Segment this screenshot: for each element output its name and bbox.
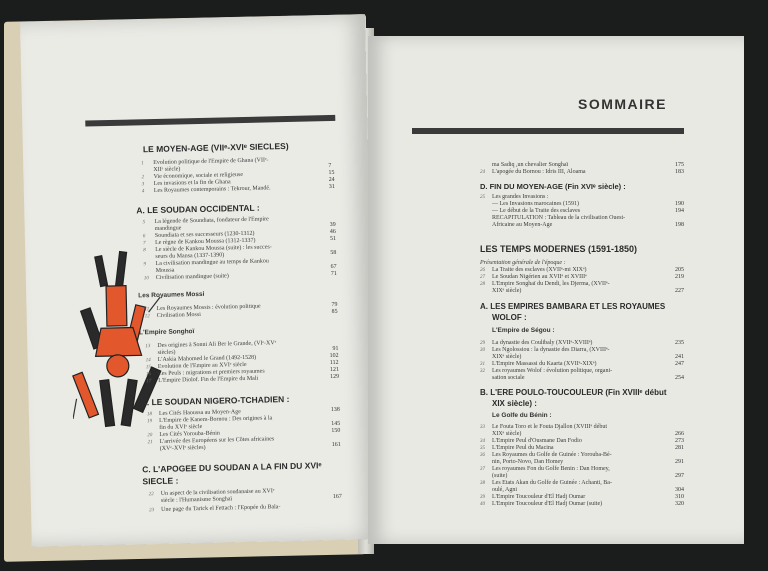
toc-entry: 33 Le Fouta Toro et le Fouta Djallon (XVIIIᵉ début	[480, 424, 607, 430]
toc-entry: sation sociale	[492, 375, 525, 381]
toc-entry: 10 Civilisation mandingue (suite)	[143, 273, 229, 282]
toc-entry: 39 L'Empire Toucouleur d'El Hadj Oumar	[480, 494, 586, 500]
page-number: 39	[329, 221, 336, 229]
page-number: 304	[675, 487, 684, 493]
page-number: 121	[329, 366, 340, 374]
toc-entry: XIXᵉ siècle)	[492, 431, 522, 437]
intro-line: Présentation générale de l'époque :	[480, 260, 566, 266]
toc-entry: 9 La civilisation mandingue au temps de Kankou	[143, 258, 269, 268]
toc-entry: 31 L'Empire Massassi du Kaarta (XVIIᵉ-XIXᵉ)	[480, 361, 597, 367]
toc-entry: 30 Les Ngolossiou : la dynastie des Diarra, (XVIIIᵉ-	[480, 347, 610, 353]
toc-entry: 26 La Traite des esclaves (XVIIᵉ-mi XIXᵉ)	[480, 267, 587, 273]
toc-entry: Africaine au Moyen-Age	[492, 222, 553, 228]
right-page	[368, 36, 744, 544]
toc-entry: 35 L'Empire Peul du Macina	[480, 445, 554, 451]
page-number: 15	[328, 169, 335, 177]
page-number: 297	[675, 473, 684, 479]
toc-entry: 38 Les Etats Akan du Golfe de Guinée : Achanti, Ba-	[480, 480, 612, 486]
toc-entry: 6 Soundiata et ses successeurs (1230-1312)	[142, 230, 255, 240]
toc-entry: nin, Porto-Novo, Dan Homey	[492, 459, 564, 465]
left-page	[20, 14, 377, 547]
toc-entry: — Le début de la Traite des esclaves	[492, 208, 581, 214]
toc-entry: 22 Un aspect de la civilisation soudanaise au XVIᵉ	[148, 488, 275, 498]
toc-entry: XIXᵉ siècle)	[492, 288, 522, 294]
toc-entry: 17 L'Empire Diolof. Fin de l'Empire du Mali	[146, 375, 259, 385]
toc-entry: 19 L'Empire de Kanem-Bornou : Des origines à la	[147, 415, 273, 425]
page-number: 7	[328, 162, 332, 170]
toc-entry: Moussa	[155, 267, 175, 274]
toc-entry: 24 L'apogée du Bornou : Idris III, Aloama	[480, 169, 586, 175]
page-number: 58	[330, 249, 337, 257]
page-number: 190	[675, 201, 684, 207]
page-number: 31	[328, 183, 335, 191]
page-number: 273	[675, 438, 684, 444]
page-number: 167	[332, 493, 342, 501]
toc-entry: 13 Des origines à Sonni Ali Ber le Grande, (VIᵉ-XVᵉ	[145, 340, 277, 350]
page-number: 219	[675, 274, 684, 280]
section-title-poulo-toucouleur-line1: B. L'ERE POULO-TOUCOULEUR (Fin XVIIIᵉ début	[480, 388, 667, 397]
toc-entry: 3 Les invasions et la fin de Ghana	[141, 179, 231, 188]
section-title-empires-bambara-line1: A. LES EMPIRES BAMBARA ET LES ROYAUMES	[480, 302, 666, 311]
section-title-poulo-toucouleur-line2: XIX siècle) :	[492, 399, 537, 408]
toc-entry: 18 Les Cités Haoussa au Moyen-Age	[146, 409, 241, 418]
toc-entry: seurs du Mansa (1337-1390)	[155, 252, 225, 260]
toc-entry: 1 Evolution politique de l'Empire de Ghana (VIIᵉ-	[141, 157, 269, 167]
page-number: 138	[330, 406, 340, 414]
toc-entry: 4 Les Royaumes contemporains : Tekrour, Mandé.	[141, 185, 271, 195]
page-number: 247	[675, 361, 684, 367]
page-number: 91	[332, 345, 339, 352]
sommaire-title: SOMMAIRE	[578, 96, 667, 112]
toc-entry: 2 Vie économique, sociale et religieuse	[141, 171, 244, 181]
toc-entry: 20 Les Cités Yorouba-Bénin	[147, 430, 220, 439]
toc-entry: 34 L'Empire Peul d'Ousmane Dan Fodio	[480, 438, 582, 444]
toc-entry: 40 L'Empire Toucouleur d'El Hadj Oumar (suite)	[480, 501, 603, 507]
page-number: 281	[675, 445, 684, 451]
page-number: 85	[331, 308, 338, 316]
page-number: 24	[328, 176, 335, 184]
header-rule	[85, 115, 335, 127]
section-title-fin-moyen-age: D. FIN DU MOYEN-AGE (Fin XVIᵉ siècle) :	[480, 182, 626, 191]
toc-entry: 12 Civilisation Mossi	[144, 311, 201, 320]
subsection-title-segou: L'Empire de Ségou :	[492, 327, 555, 334]
toc-entry: 25 Les grandes Invasions :	[480, 194, 549, 200]
toc-entry: 11 Les Royaumes Mossis : évolution politique	[144, 303, 261, 313]
section-title-moyen-age: LE MOYEN-AGE (VIIᵉ-XVIᵉ SIECLES)	[142, 140, 289, 155]
page-number: 175	[675, 162, 684, 168]
page-number: 145	[331, 420, 341, 428]
section-title-nigero-tchadien: B. LE SOUDAN NIGERO-TCHADIEN :	[140, 393, 290, 408]
toc-entry: XIIᵉ siècle)	[153, 166, 181, 174]
page-number: 198	[675, 222, 684, 228]
subsection-title-mossi: Les Royaumes Mossi	[138, 290, 205, 300]
toc-entry: 15 Evolution de l'Empire au XVIᵉ siècle	[145, 361, 247, 371]
toc-entry: mandingue	[154, 225, 182, 232]
toc-entry: RECAPITULATION : Tableau de la civilisation Ouest-	[492, 215, 626, 221]
page-number: 320	[675, 501, 684, 507]
toc-entry: 28 L'Empire Songhaï du Dendi, les Djerma, (XVIIᵉ-	[480, 281, 610, 287]
page-number: 241	[675, 354, 684, 360]
toc-entry: oulé, Agni	[492, 487, 517, 493]
page-number: 71	[330, 270, 337, 278]
sommaire-rule	[412, 128, 684, 134]
section-title-apogee-line1: C. L'APOGEE DU SOUDAN A LA FIN DU XVIᵉ	[142, 460, 322, 475]
toc-entry: siècles)	[157, 349, 176, 356]
page-number: 310	[675, 494, 684, 500]
page-number: 161	[331, 441, 341, 449]
toc-entry: 36 Les Royaumes du Golfe de Guinée : Yorouba-Bé-	[480, 452, 612, 458]
page-number: 102	[329, 352, 339, 360]
page-number: 235	[675, 340, 684, 346]
toc-entry: 7 Le règne de Kankou Moussa (1312-1337)	[143, 237, 256, 247]
page-number: 183	[675, 169, 684, 175]
page-number: 112	[329, 359, 339, 367]
toc-entry: 27 Le Soudan Nigérien au XVIIᵉ et XVIIIᵉ	[480, 274, 587, 280]
toc-entry: 14 L'Askia Mahomed le Grand (1492-1528)	[145, 354, 257, 364]
toc-entry: 23 Une page du Tarick el Fettach : l'Epopée du Bala-	[149, 504, 281, 514]
toc-entry: 8 Le siècle de Kankou Moussa (suite) : les succes-	[143, 244, 272, 254]
toc-entry: ma Sadiq ,un chevalier Songhaï	[492, 162, 569, 168]
toc-entry: 16 Les Peuls : migrations et premiers royaumes	[145, 368, 265, 378]
subsection-title-golfe-benin: Le Golfe du Bénin :	[492, 412, 552, 419]
toc-entry: 32 Les royaumes Wolof : évolution politique, organi-	[480, 368, 613, 374]
subsection-title-songhoi: L'Empire Songhoï	[139, 328, 195, 337]
toc-entry: (XVᵉ-XVIᵉ siècles)	[159, 444, 206, 452]
page-number: 194	[675, 208, 684, 214]
page-number: 205	[675, 267, 684, 273]
section-title-soudan-occidental: A. LE SOUDAN OCCIDENTAL :	[136, 202, 260, 216]
toc-entry: fin du XVIᵉ siècle	[159, 423, 203, 431]
page-number: 227	[675, 288, 684, 294]
page-number: 46	[329, 228, 336, 236]
section-title-apogee-line2: SIECLE :	[142, 475, 179, 487]
page-number: 51	[329, 235, 337, 243]
section-title-empires-bambara-line2: WOLOF :	[492, 313, 527, 322]
page-number: 67	[330, 263, 337, 271]
page-number: 254	[675, 375, 684, 381]
page-number: 291	[675, 459, 684, 465]
toc-entry: siècle : l'Humanisme Songhaï	[160, 496, 233, 504]
toc-entry: 29 La dynastie des Coulibaly (XVIIᵉ-XVIIIᵉ)	[480, 340, 593, 346]
page-number: 266	[675, 431, 684, 437]
toc-entry: — Les Invasions marocaines (1591)	[492, 201, 579, 207]
toc-entry: 21 L'arrivée des Européens sur les Côtes africaines	[147, 436, 275, 446]
page-number: 150	[331, 427, 341, 435]
section-title-temps-modernes: LES TEMPS MODERNES (1591-1850)	[480, 244, 638, 254]
toc-entry: 37 Les royaumes Fon du Golfe Benin : Dan Homey,	[480, 466, 610, 472]
page-number: 129	[330, 373, 340, 381]
toc-entry: 5 La légende de Soundiata, fondateur de l'Empire	[142, 216, 269, 226]
page-number: 79	[331, 301, 338, 309]
toc-entry: (suite)	[492, 473, 508, 479]
toc-entry: XIXᵉ siècle)	[492, 354, 522, 360]
